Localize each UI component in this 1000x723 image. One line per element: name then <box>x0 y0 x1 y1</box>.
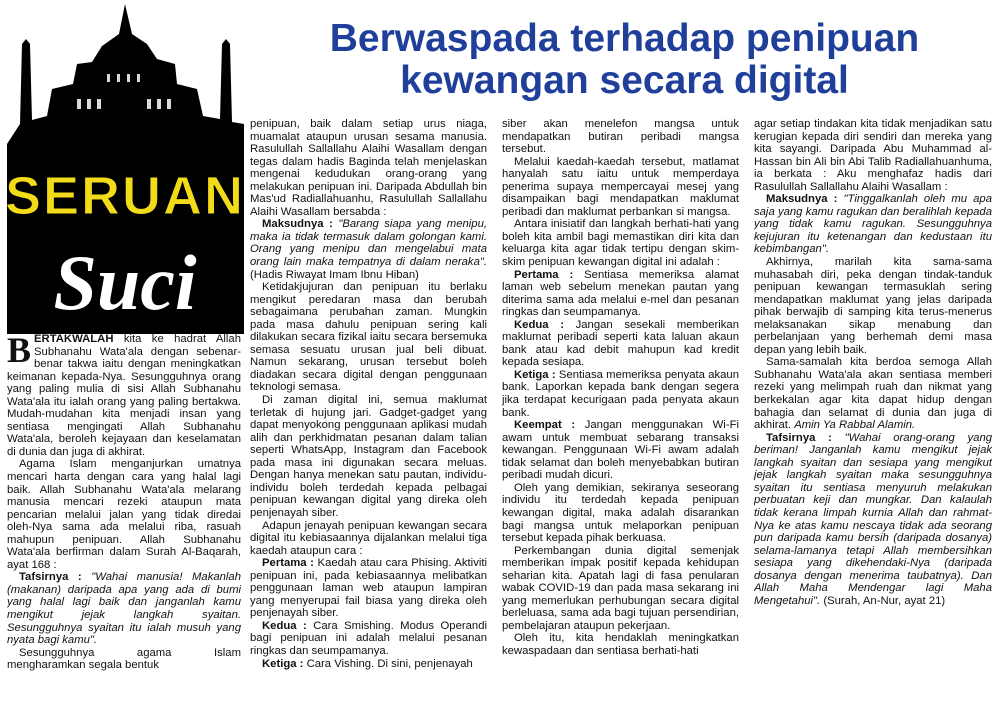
label: Tafsirnya : <box>19 571 82 584</box>
mosque-logo-icon <box>7 4 244 334</box>
paragraph: Di zaman digital ini, semua maklumat terletak di hujung jari. Gadget-gadget yang dapat menyokong penggunaan aplikasi mudah alih dan perkhidmatan pesanan dalam talian seperti WhatsApp, Instagram dan Facebook pada masa ini digunakan secara meluas. Dengan hanya menekan satu pautan, individu-individu boleh terdedah kepada pelbagai penipuan kewangan digital yang direka oleh penjenayah siber. <box>250 394 487 519</box>
paragraph-text: Cara Smishing. Modus Operandi bagi penipuan ini adalah melalui pesanan ringkas dan seumpamanya. <box>250 619 487 657</box>
paragraph: Ketidakjujuran dan penipuan itu berlaku mengikut peredaran masa dan berubah sebagaimana perubahan zaman. Mungkin pada masa dahulu penipuan sering kali dilakukan secara fizikal iaitu secara bersemuka semasa sesuatu urusan jual beli dibuat. Namun sekarang, urusan tersebut boleh diadakan secara digital dengan penggunaan teknologi semasa. <box>250 281 487 394</box>
quote-text: "Tinggalkanlah oleh mu apa saja yang kamu ragukan dan beralihlah kepada yang tidak kamu ragukan. Sesungguhnya kejujuran itu ketenangan dan kedustaan itu kebimbangan". <box>754 193 992 256</box>
paragraph: siber akan menelefon mangsa untuk mendapatkan butiran peribadi mangsa tersebut. <box>502 118 739 156</box>
paragraph <box>250 557 487 620</box>
paragraph: Oleh itu, kita hendaklah meningkatkan kewaspadaan dan sentiasa berhati-hati <box>502 632 739 657</box>
quote-text: "Wahai manusia! Makanlah (makanan) daripada apa yang ada di bumi yang halal lagi baik dan janganlah kamu mengikut jejak langkah syaitan. Sesungguhnya syaitan itu ialah musuh yang nyata bagi kamu". <box>7 571 241 647</box>
label: Kedua : <box>514 318 564 331</box>
quote-text: "Wahai orang-orang yang beriman! Janganlah kamu mengikut jejak langkah syaitan dan sesiapa yang mengikut jejak langkah syaitan maka sesungguhnya syaitan itu sentiasa menyuruh melakukan perbuatan keji dan mungkar. Dan kalaulah tidak kerana limpah kurnia Allah dan rahmat-Nya ke atas kamu nescaya tidak ada seorang pun daripada kamu bersih (daripada dosanya) selama-lamanya tetapi Allah membersihkan sesiapa yang dikehendaki-Nya (daripada dosanya dengan menerima taubatnya). Dan Allah Maha Mendengar lagi Maha Mengetahui". <box>754 431 992 607</box>
label: Maksudnya : <box>262 218 333 231</box>
paragraph <box>754 356 992 431</box>
paragraph <box>502 319 739 369</box>
title-line2: kewangan secara digital <box>400 59 849 102</box>
paragraph-text: Jangan menggunakan Wi-Fi awam untuk membuat sebarang transaksi kewangan. Penggunaan Wi-Fi awam adalah tidak selamat dan boleh menyebabkan butiran peribadi mudah dicuri. <box>502 419 739 482</box>
title-line1: Berwaspada terhadap penipuan <box>329 17 920 60</box>
paragraph <box>754 432 992 608</box>
paragraph <box>502 419 739 482</box>
label: Ketiga : <box>262 657 304 670</box>
label: Pertama : <box>514 268 574 281</box>
label: Keempat : <box>514 419 576 432</box>
logo-line2: Suci <box>53 239 197 326</box>
paragraph: Akhirnya, marilah kita sama-sama muhasabah diri, peka dengan tindak-tanduk penipuan kewangan termasuklah sering mendapatkan maklumat yang jelas daripada pihak berwajib di samping kita terus-menerus melaksanakan sikap menabung dan perbelanjaan yang berhemah demi masa depan yang lebih baik. <box>754 256 992 356</box>
paragraph: Agama Islam menganjurkan umatnya mencari harta dengan cara yang halal lagi baik. Allah Subhanahu Wata'ala melarang manusia mencari rezeki ataupun mata pencarian melalui jalan yang tidak diredai oleh-Nya sama ada melalui riba, rasuah mahupun penipuan. Allah Subhanahu Wata'ala berfirman dalam Surah Al-Baqarah, ayat 168 : <box>7 458 241 571</box>
paragraph <box>502 369 739 419</box>
label: Maksudnya : <box>766 193 838 206</box>
reference: (Hadis Riwayat Imam Ibnu Hiban) <box>250 268 419 281</box>
paragraph <box>7 333 241 458</box>
paragraph: penipuan, baik dalam setiap urus niaga, muamalat ataupun urusan sesama manusia. Rasulullah Sallallahu Alaihi Wasallam dengan tegas dalam hadis Baginda telah menjelaskan mengenai kedudukan orang-orang yang melakukan penipuan ini. Daripada Abdullah bin Mas'ud Radiallahuanhu, Rasulullah Sallallahu Alaihi Wasallam bersabda : <box>250 118 487 218</box>
quote-text: "Barang siapa yang menipu, maka ia tidak termasuk dalam golongan kami. Orang yang menipu dan mengelabui mata orang lain maka tempatnya di dalam neraka". <box>250 218 487 269</box>
label: Ketiga : <box>514 368 556 381</box>
label: Pertama : <box>262 557 314 570</box>
paragraph-text: kita ke hadrat Allah Subhanahu Wata'ala dengan sebenar-benar takwa iaitu dengan meningkatkan keimanan kepada-Nya. Sesungguhnya orang yang paling mulia di sisi Allah Subhanahu Wata'ala itu ialah orang yang paling bertakwa. Mudah-mudahan kita menjadi insan yang sentiasa mengingati Allah Subhanahu Wata'ala, beroleh kejayaan dan keselamatan di dunia dan juga di akhirat. <box>7 333 241 458</box>
lead-word: ERTAKWALAH <box>34 333 114 345</box>
article-column-2 <box>250 118 487 720</box>
paragraph <box>502 269 739 319</box>
paragraph: Antara inisiatif dan langkah berhati-hati yang boleh kita ambil bagi memastikan diri kita dan keluarga kita agar tidak tertipu dengan skim-skim penipuan kewangan digital ini adalah : <box>502 218 739 269</box>
reference: (Surah, An-Nur, ayat 21) <box>823 594 946 607</box>
paragraph-text: Jangan sesekali memberikan maklumat peribadi seperti kata laluan akaun bank atau kad debit mahupun kad kredit kepada sesiapa. <box>502 318 739 369</box>
seruan-suci-logo <box>7 4 244 334</box>
label: Tafsirnya : <box>766 431 832 444</box>
article-column-3 <box>502 118 739 720</box>
paragraph <box>250 218 487 281</box>
paragraph <box>250 658 487 671</box>
paragraph-text: Sentiasa memeriksa alamat laman web sebelum menekan pautan yang diterima sama ada melalui e-mel dan pesanan ringkas dan seumpamanya. <box>502 268 739 319</box>
paragraph-text: Sentiasa memeriksa penyata akaun bank. Laporkan kepada bank dengan segera jika terdapat kecurigaan pada penyata akaun bank. <box>502 368 739 419</box>
paragraph: Oleh yang demikian, sekiranya seseorang individu itu terdedah kepada penipuan kewangan digital, maka adalah disarankan bagi mangsa untuk melaporkan penipuan tersebut kepada pihak berkuasa. <box>502 481 739 545</box>
paragraph-text: Sama-samalah kita berdoa semoga Allah Subhanahu Wata'ala akan sentiasa memberi rezeki yang melimpah ruah dan nikmat yang berkekalan agar kita dapat hidup dengan bahagia dan selamat di dunia dan juga di akhirat. <box>754 356 992 432</box>
paragraph <box>250 620 487 658</box>
paragraph: agar setiap tindakan kita tidak menjadikan satu kerugian kepada diri sendiri dan mereka yang kita sayangi. Daripada Abu Muhammad al-Hassan bin Ali bin Abi Talib Radiallahuanhuma, ia berkata : Aku menghafaz hadis dari Rasulullah Sallallahu Alaihi Wasallam : <box>754 118 992 193</box>
paragraph-text: Cara Vishing. Di sini, penjenayah <box>306 657 473 670</box>
paragraph: Sesungguhnya agama Islam mengharamkan segala bentuk <box>7 646 241 672</box>
page-title <box>252 18 997 102</box>
paragraph-text: Kaedah atau cara Phising. Aktiviti penipuan ini, pada kebiasaannya melibatkan penggunaan laman web ataupun lampiran yang menyerupai fail biasa yang direka oleh penjenayah siber. <box>250 557 487 620</box>
paragraph: Melalui kaedah-kaedah tersebut, matlamat hanyalah satu iaitu untuk memperdaya penerima supaya mempercayai mesej yang disampaikan bagi mendapatkan maklumat peribadi dan maklumat perbankan si mangsa. <box>502 155 739 218</box>
paragraph: Perkembangan dunia digital semenjak memberikan impak positif kepada kehidupan seharian kita. Apatah lagi di fasa penularan wabak COVID-19 dan pada masa sekarang ini yang memerlukan perhubungan secara digital berleluasa, sama ada bagi tujuan persendirian, pembelajaran ataupun pekerjaan. <box>502 544 739 632</box>
paragraph <box>754 193 992 256</box>
paragraph: Adapun jenayah penipuan kewangan secara digital itu kebiasaannya dijalankan melalui tiga kaedah ataupun cara : <box>250 519 487 557</box>
amin-text: Amin Ya Rabbal Alamin. <box>794 419 916 432</box>
article-column-4 <box>754 118 992 720</box>
article-column-1 <box>7 333 241 721</box>
logo-line1: SERUAN <box>7 166 244 226</box>
drop-cap: B <box>7 333 32 370</box>
label: Kedua : <box>262 619 307 632</box>
paragraph <box>7 571 241 646</box>
